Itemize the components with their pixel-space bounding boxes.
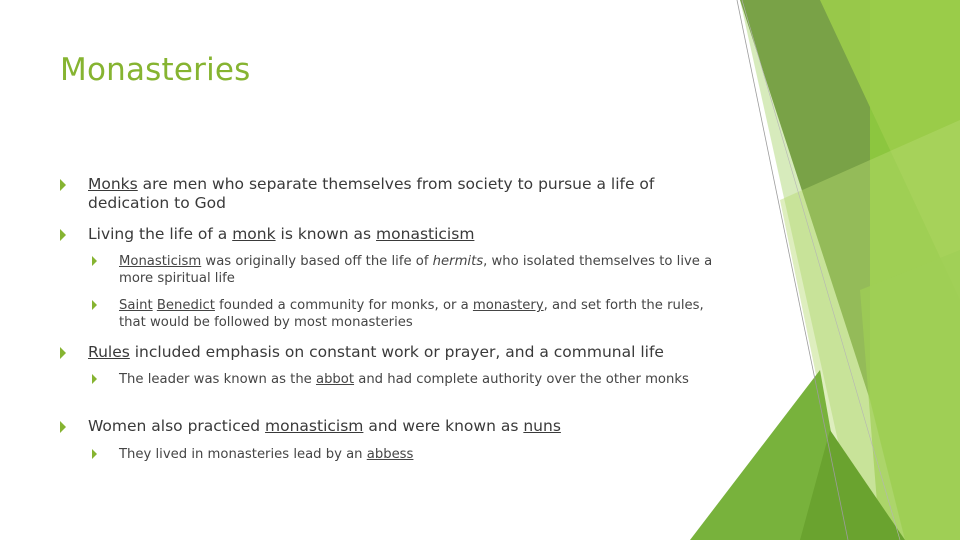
bullet-text bbox=[119, 446, 722, 463]
underlined-term: abbot bbox=[315, 372, 355, 387]
underlined-term: monasticism bbox=[376, 225, 475, 243]
text-segment: is known as bbox=[275, 225, 377, 243]
bullet-text bbox=[119, 253, 722, 287]
underlined-term: abbess bbox=[366, 447, 414, 462]
text-segment: included emphasis on constant work or prayer, and a communal life bbox=[129, 343, 664, 361]
text-segment: The leader was known as the bbox=[119, 372, 316, 387]
bullet-text bbox=[88, 343, 700, 362]
bullet-arrow-icon bbox=[92, 374, 97, 384]
bullet-text bbox=[119, 371, 722, 388]
underlined-term: nuns bbox=[523, 417, 561, 435]
slide-title: Monasteries bbox=[60, 52, 251, 88]
underlined-term: monastery bbox=[472, 298, 544, 313]
underlined-term: Benedict bbox=[156, 298, 215, 313]
text-segment: hermits bbox=[432, 254, 484, 269]
bullet-text bbox=[88, 417, 700, 436]
bullet-arrow-icon bbox=[60, 347, 66, 359]
underlined-term: Monks bbox=[88, 175, 138, 193]
bullet-arrow-icon bbox=[60, 179, 66, 191]
text-segment: They lived in monasteries lead by an bbox=[119, 447, 367, 462]
bullet-text bbox=[88, 225, 700, 244]
bullet-arrow-icon bbox=[60, 421, 66, 433]
underlined-term: Saint bbox=[119, 298, 153, 313]
bullet-arrow-icon bbox=[92, 449, 97, 459]
bullet-text bbox=[88, 175, 700, 213]
underlined-term: Monasticism bbox=[119, 254, 202, 269]
bullet-arrow-icon bbox=[92, 256, 97, 266]
text-segment: was originally based off the life of bbox=[201, 254, 433, 269]
text-segment: Women also practiced bbox=[88, 417, 266, 435]
text-segment: , who isolated themselves to live a more spiritual life bbox=[119, 254, 713, 286]
bullet-arrow-icon bbox=[92, 300, 97, 310]
text-segment: and were known as bbox=[363, 417, 524, 435]
underlined-term: monasticism bbox=[265, 417, 364, 435]
text-segment: Living the life of a bbox=[88, 225, 233, 243]
text-segment: are men who separate themselves from society to pursue a life of dedication to God bbox=[88, 175, 655, 212]
bullet-text bbox=[119, 297, 722, 331]
text-segment: , and set forth the rules, that would be followed by most monasteries bbox=[119, 298, 704, 330]
text-segment: founded a community for monks, or a bbox=[214, 298, 473, 313]
bullet-arrow-icon bbox=[60, 229, 66, 241]
text-segment: and had complete authority over the other monks bbox=[354, 372, 689, 387]
underlined-term: Rules bbox=[88, 343, 130, 361]
underlined-term: monk bbox=[232, 225, 276, 243]
